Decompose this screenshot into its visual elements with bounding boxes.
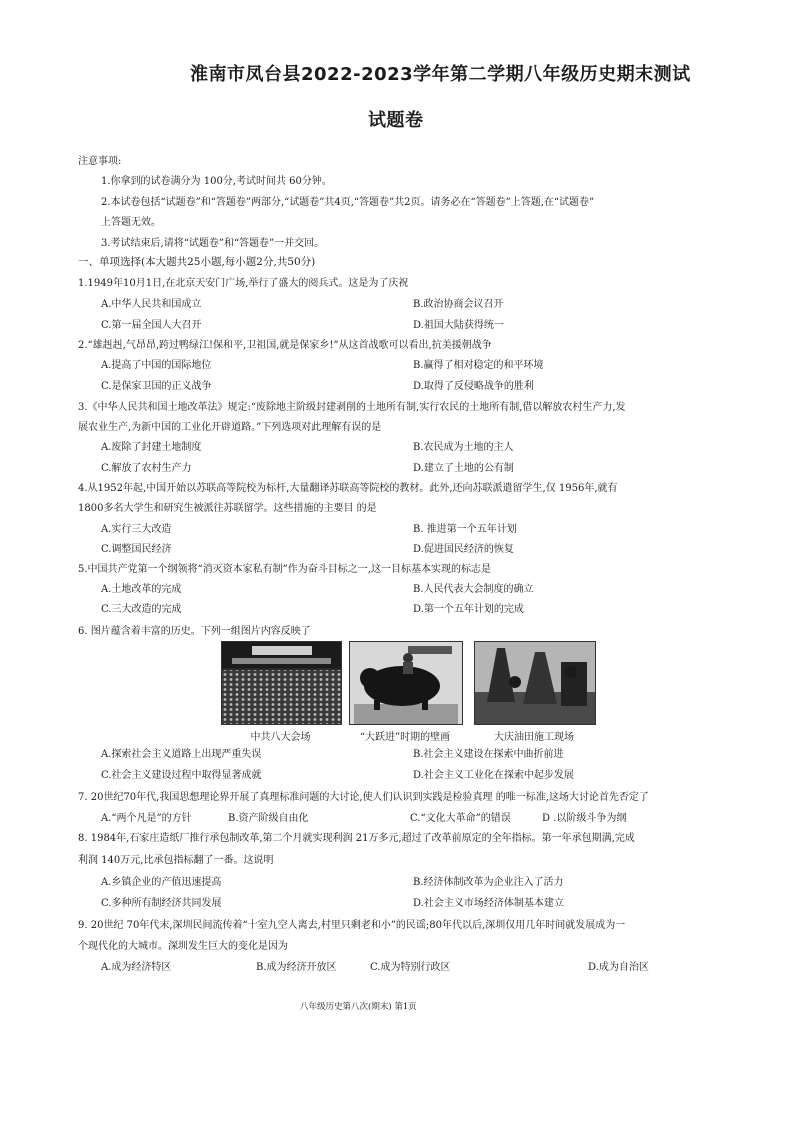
option-d: D.促进国民经济的恢复 bbox=[413, 544, 514, 555]
option-c: C.多种所有制经济共同发展 bbox=[101, 898, 222, 909]
option-a: A.实行三大改造 bbox=[101, 524, 172, 535]
option-d: D.建立了土地的公有制 bbox=[413, 463, 514, 474]
photo-party-congress bbox=[221, 641, 342, 725]
option-a: A.乡镇企业的产值迅速提高 bbox=[101, 877, 222, 888]
question-stem: 1.1949年10月1日,在北京天安门广场,举行了盛大的阅兵式。这是为了庆祝 bbox=[78, 278, 409, 289]
option-c: C.成为特别行政区 bbox=[370, 962, 451, 973]
option-a: A.废除了封建土地制度 bbox=[101, 442, 202, 453]
note-item: 3.考试结束后,请将“试题卷”和“答题卷”一并交回。 bbox=[101, 238, 325, 249]
option-c: C.“文化大革命”的错误 bbox=[410, 813, 511, 824]
notes-heading: 注意事项: bbox=[78, 156, 122, 167]
option-d: D.社会主义工业化在探索中起步发展 bbox=[413, 770, 574, 781]
option-a: A.中华人民共和国成立 bbox=[101, 299, 202, 310]
option-b: B.人民代表大会制度的确立 bbox=[413, 584, 534, 595]
photo-caption: 中共八大会场 bbox=[250, 732, 311, 743]
option-a: A.土地改革的完成 bbox=[101, 584, 182, 595]
question-stem-cont: 利润 140万元,比承包指标翻了一番。这说明 bbox=[78, 855, 274, 866]
note-item: 上答题无效。 bbox=[101, 217, 161, 228]
oilfield-workers-image bbox=[475, 642, 595, 724]
photo-great-leap-mural bbox=[349, 641, 463, 725]
question-stem: 4.从1952年起,中国开始以苏联高等院校为标杆,大量翻译苏联高等院校的教材。此外,还向苏联派遣留学生,仅 1956年,就有 bbox=[78, 483, 618, 494]
photo-caption: 大庆油田施工现场 bbox=[494, 732, 574, 743]
option-b: B.农民成为土地的主人 bbox=[413, 442, 514, 453]
question-stem: 5.中国共产党第一个纲领将“消灭资本家私有制”作为奋斗目标之一,这一目标基本实现的标志是 bbox=[78, 564, 491, 575]
option-b: B.政治协商会议召开 bbox=[413, 299, 504, 310]
question-stem: 3.《中华人民共和国土地改革法》规定:“废除地主阶级封建剥削的土地所有制,实行农民的土地所有制,借以解放农村生产力,发 bbox=[78, 402, 626, 413]
option-d: D .以阶级斗争为纲 bbox=[542, 813, 627, 824]
question-stem-cont: 个现代化的大城市。深圳发生巨大的变化是因为 bbox=[78, 941, 288, 952]
option-c: C.是保家卫国的正义战争 bbox=[101, 381, 212, 392]
option-c: C.解放了农村生产力 bbox=[101, 463, 192, 474]
exam-subtitle: 试题卷 bbox=[368, 110, 424, 131]
option-b: B.社会主义建设在探索中曲折前进 bbox=[413, 749, 564, 760]
question-stem: 6. 图片蕴含着丰富的历史。下列一组图片内容反映了 bbox=[78, 626, 311, 637]
option-b: B.资产阶级自由化 bbox=[228, 813, 309, 824]
option-d: D.成为自治区 bbox=[588, 962, 649, 973]
option-d: D.社会主义市场经济体制基本建立 bbox=[413, 898, 564, 909]
question-stem: 8. 1984年,石家庄造纸厂推行承包制改革,第二个月就实现利润 21万多元,超过了改革前原定的全年指标。第一年承包期满,完成 bbox=[78, 833, 635, 844]
crowd-hall-image bbox=[222, 642, 341, 724]
option-c: C.第一届全国人大召开 bbox=[101, 320, 202, 331]
option-b: B.成为经济开放区 bbox=[256, 962, 337, 973]
photo-caption: “大跃进”时期的壁画 bbox=[359, 732, 451, 743]
option-b: B.经济体制改革为企业注入了活力 bbox=[413, 877, 564, 888]
page-footer: 八年级历史第八次(期末) 第1页 bbox=[300, 1002, 417, 1012]
note-item: 2.本试卷包括“试题卷”和“答题卷”两部分,“试题卷”共4页,“答题卷”共2页。请务必在“答题卷”上答题,在“试题卷” bbox=[101, 197, 595, 208]
question-stem: 2.“雄赳赳,气昂昂,跨过鸭绿江!保和平,卫祖国,就是保家乡!”从这首战歌可以看出,抗美援朝战争 bbox=[78, 340, 492, 351]
option-a: A.探索社会主义道路上出现严重失误 bbox=[101, 749, 262, 760]
option-d: D.第一个五年计划的完成 bbox=[413, 604, 524, 615]
section-heading: 一、单项选择(本大题共25小题,每小题2分,共50分) bbox=[78, 256, 316, 268]
note-item: 1.你拿到的试卷满分为 100分,考试时间共 60分钟。 bbox=[101, 176, 332, 187]
option-c: C.社会主义建设过程中取得显著成就 bbox=[101, 770, 262, 781]
question-stem: 9. 20世纪 70年代末,深圳民间流传着“十室九空人离去,村里只剩老和小”的民谣;80年代以后,深圳仅用几年时间就发展成为一 bbox=[78, 920, 626, 931]
option-b: B. 推进第一个五年计划 bbox=[413, 524, 517, 535]
option-a: A.“两个凡是”的方针 bbox=[101, 813, 192, 824]
mural-pig-image bbox=[350, 642, 462, 724]
option-d: D.取得了反侵略战争的胜利 bbox=[413, 381, 534, 392]
question-stem: 7. 20世纪70年代,我国思想理论界开展了真理标准问题的大讨论,使人们认识到实践是检验真理 的唯一标准,这场大讨论首先否定了 bbox=[78, 792, 649, 803]
option-c: C.调整国民经济 bbox=[101, 544, 172, 555]
option-d: D.祖国大陆获得统一 bbox=[413, 320, 504, 331]
option-c: C.三大改造的完成 bbox=[101, 604, 182, 615]
question-stem-cont: 1800多名大学生和研究生被派往苏联留学。这些措施的主要目 的是 bbox=[78, 503, 377, 514]
option-a: A.成为经济特区 bbox=[101, 962, 172, 973]
exam-title: 淮南市凤台县2022-2023学年第二学期八年级历史期末测试 bbox=[190, 64, 691, 85]
option-b: B.赢得了相对稳定的和平环境 bbox=[413, 360, 544, 371]
option-a: A.提高了中国的国际地位 bbox=[101, 360, 212, 371]
photo-daqing-oilfield bbox=[474, 641, 596, 725]
question-stem-cont: 展农业生产,为新中国的工业化开辟道路。”下列选项对此理解有误的是 bbox=[78, 422, 382, 433]
